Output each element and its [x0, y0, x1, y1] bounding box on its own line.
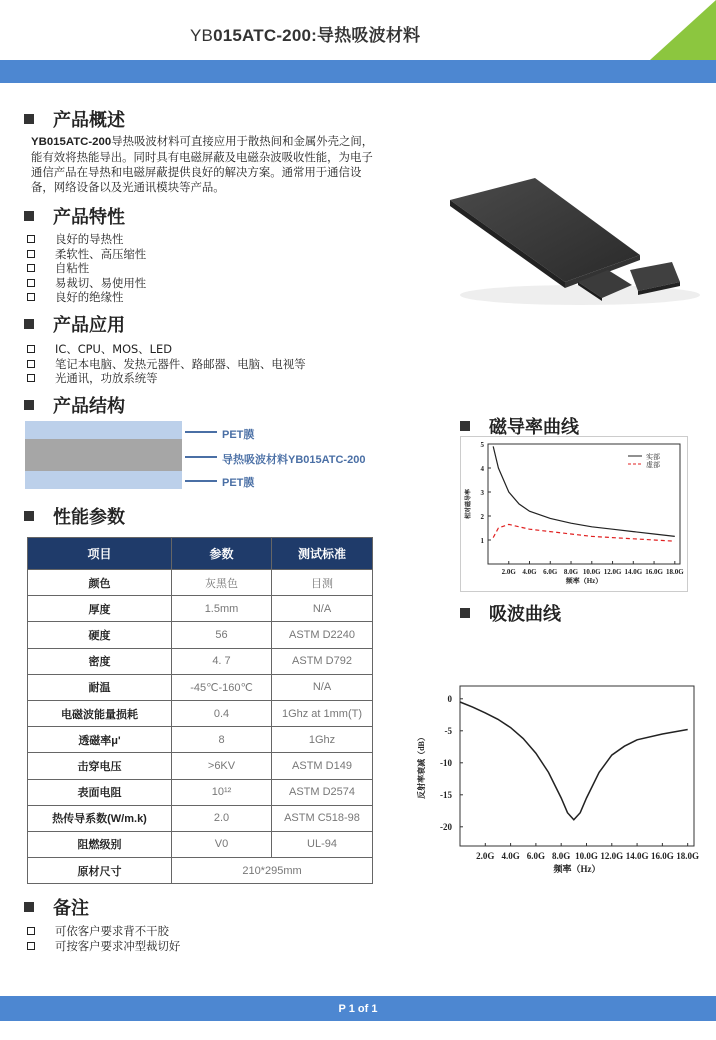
checkbox-icon [27, 927, 35, 935]
x-tick-label: 18.0G [676, 851, 700, 861]
spec-name: 原材尺寸 [28, 858, 172, 884]
specs-heading: 性能参数 [24, 503, 125, 529]
page-title: YB015ATC-200:导热吸波材料 [190, 26, 421, 45]
spec-value: >6KV [172, 753, 272, 779]
spec-value: 2.0 [172, 805, 272, 831]
col-header: 项目 [28, 538, 172, 570]
leader-line [185, 431, 217, 433]
list-item-text: 可依客户要求背不干胶 [55, 924, 169, 938]
checkbox-icon [27, 374, 35, 382]
spec-value: 210*295mm [172, 858, 373, 884]
note-item [27, 939, 180, 953]
pet-layer-bottom [25, 471, 182, 489]
abs-curve-heading: 吸波曲线 [460, 600, 561, 626]
series-line-1 [460, 702, 688, 820]
table-row [28, 700, 373, 726]
x-tick-label: 18.0G [665, 568, 684, 576]
section-bullet-icon [460, 421, 470, 431]
note-item [27, 924, 169, 938]
list-item-text: 光通讯，功放系统等 [55, 371, 158, 385]
x-tick-label: 16.0G [645, 568, 663, 576]
legend-label: 实部 [646, 453, 660, 461]
spec-name: 透磁率μ' [28, 727, 172, 753]
notes-heading: 备注 [24, 894, 89, 920]
feature-item [27, 290, 123, 304]
x-tick-label: 14.0G [624, 568, 643, 576]
absorption-curve-chart [414, 678, 716, 883]
checkbox-icon [27, 279, 35, 287]
spec-name: 厚度 [28, 596, 172, 622]
section-bullet-icon [24, 319, 34, 329]
checkbox-icon [27, 250, 35, 258]
x-tick-label: 16.0G [650, 851, 674, 861]
x-tick-label: 4.0G [522, 568, 537, 576]
spec-value: V0 [172, 831, 272, 857]
structure-heading: 产品结构 [24, 392, 125, 418]
spec-name: 密度 [28, 648, 172, 674]
application-item [27, 371, 158, 385]
x-tick-label: 8.0G [563, 568, 579, 576]
spec-name: 击穿电压 [28, 753, 172, 779]
spec-standard: ASTM C518-98 [272, 805, 373, 831]
label-pet-top: PET膜 [222, 429, 255, 441]
section-bullet-icon [24, 511, 34, 521]
header-bar [0, 60, 716, 83]
y-tick-label: -20 [440, 821, 452, 832]
checkbox-icon [27, 345, 35, 353]
table-row [28, 596, 373, 622]
spec-standard: N/A [272, 596, 373, 622]
overview-heading: 产品概述 [24, 106, 125, 132]
list-item-text: 易裁切、易使用性 [55, 275, 147, 290]
x-tick-label: 6.0G [543, 568, 558, 576]
y-tick-label: -15 [440, 789, 452, 800]
feature-item [27, 247, 146, 261]
feature-item [27, 261, 89, 275]
section-bullet-icon [24, 211, 34, 221]
spec-standard: 目测 [272, 570, 373, 596]
y-tick-label: 4 [480, 465, 484, 473]
spec-name: 颜色 [28, 570, 172, 596]
spec-standard: ASTM D2574 [272, 779, 373, 805]
y-tick-label: -10 [440, 757, 452, 768]
page-number: P 1 of 1 [338, 1002, 378, 1015]
spec-standard: UL-94 [272, 831, 373, 857]
overview-text: YB015ATC-200导热吸波材料可直接应用于散热间和金属外壳之间，能有效将热能导出。同时具有电磁屏蔽及电磁杂波吸收性能，为电子通信产品在导热和电磁屏蔽提供良好的解决方案。通常用于通信设备，网络设备以及光通讯模块等产品。 [31, 134, 374, 194]
table-row [28, 622, 373, 648]
list-item-text: 柔软性、高压缩性 [55, 246, 147, 261]
spec-value: 4. 7 [172, 648, 272, 674]
x-tick-label: 8.0G [552, 851, 571, 861]
spec-value: 10¹² [172, 779, 272, 805]
table-row [28, 805, 373, 831]
feature-item [27, 232, 123, 246]
table-row [28, 858, 373, 884]
y-tick-label: 0 [447, 693, 452, 704]
application-item [27, 357, 306, 371]
checkbox-icon [27, 942, 35, 950]
plot-area [460, 686, 694, 846]
list-item-text: 笔记本电脑、发热元器件、路邮器、电脑、电视等 [55, 356, 306, 371]
page-footer [0, 996, 716, 1021]
spec-standard: N/A [272, 674, 373, 700]
checkbox-icon [27, 293, 35, 301]
leader-line [185, 456, 217, 458]
spec-value: 0.4 [172, 700, 272, 726]
x-tick-label: 10.0G [582, 568, 601, 576]
structure-diagram [25, 421, 182, 489]
x-tick-label: 10.0G [575, 851, 598, 861]
x-tick-label: 2.0G [476, 851, 495, 861]
y-tick-label: 5 [480, 441, 484, 449]
y-axis-label: 反射率衰减（dB） [417, 733, 426, 799]
spec-standard: 1Ghz at 1mm(T) [272, 700, 373, 726]
checkbox-icon [27, 264, 35, 272]
x-tick-label: 4.0G [501, 851, 520, 861]
spec-standard: ASTM D149 [272, 753, 373, 779]
spec-name: 热传导系数(W/m.k) [28, 805, 172, 831]
table-row [28, 648, 373, 674]
legend-label: 虚部 [646, 461, 660, 469]
list-item-text: 良好的导热性 [55, 232, 124, 246]
specs-table [27, 537, 373, 884]
spec-name: 电磁波能量损耗 [28, 700, 172, 726]
spec-standard: ASTM D2240 [272, 622, 373, 648]
leader-line [185, 480, 217, 482]
x-tick-label: 6.0G [526, 851, 546, 861]
list-item-text: 自粘性 [55, 261, 90, 275]
y-tick-label: 3 [480, 489, 484, 497]
x-axis-label: 频率（Hz） [553, 864, 601, 874]
spec-name: 硬度 [28, 622, 172, 648]
label-absorber: 导热吸波材料YB015ATC-200 [222, 454, 366, 466]
spec-value: -45℃-160℃ [172, 674, 272, 700]
y-tick-label: -5 [444, 725, 452, 736]
list-item-text: 可按客户要求冲型裁切好 [55, 938, 181, 953]
mag-curve-chart [460, 436, 688, 592]
table-row [28, 674, 373, 700]
spec-standard: 1Ghz [272, 727, 373, 753]
checkbox-icon [27, 360, 35, 368]
section-bullet-icon [24, 114, 34, 124]
spec-name: 阻燃级别 [28, 831, 172, 857]
x-tick-label: 12.0G [603, 568, 622, 576]
spec-name: 表面电阻 [28, 779, 172, 805]
table-row [28, 779, 373, 805]
y-axis-label: 相对磁导率 [466, 488, 472, 520]
mag-curve-heading: 磁导率曲线 [460, 413, 579, 439]
application-item [27, 342, 172, 356]
col-header: 参数 [172, 538, 272, 570]
list-item-text: IC、CPU、MOS、LED [55, 342, 172, 356]
section-bullet-icon [460, 608, 470, 618]
spec-name: 耐温 [28, 674, 172, 700]
product-photo [440, 170, 710, 310]
table-row [28, 831, 373, 857]
applications-heading: 产品应用 [24, 311, 125, 337]
x-tick-label: 14.0G [625, 851, 649, 861]
table-row [28, 727, 373, 753]
checkbox-icon [27, 235, 35, 243]
spec-value: 1.5mm [172, 596, 272, 622]
features-heading: 产品特性 [24, 203, 125, 229]
spec-standard: ASTM D792 [272, 648, 373, 674]
absorber-layer [25, 439, 182, 471]
x-tick-label: 2.0G [501, 568, 516, 576]
feature-item [27, 276, 146, 290]
label-pet-bottom: PET膜 [222, 477, 255, 489]
section-bullet-icon [24, 902, 34, 912]
table-row [28, 570, 373, 596]
y-tick-label: 1 [480, 537, 484, 545]
x-tick-label: 12.0G [600, 851, 624, 861]
pet-layer-top [25, 421, 182, 439]
corner-accent [650, 0, 716, 60]
spec-value: 灰黑色 [172, 570, 272, 596]
section-bullet-icon [24, 400, 34, 410]
x-axis-label: 频率（Hz） [565, 577, 603, 585]
spec-value: 8 [172, 727, 272, 753]
y-tick-label: 2 [480, 513, 484, 521]
list-item-text: 良好的绝缘性 [55, 290, 124, 304]
table-row [28, 753, 373, 779]
spec-value: 56 [172, 622, 272, 648]
col-header: 测试标准 [272, 538, 373, 570]
